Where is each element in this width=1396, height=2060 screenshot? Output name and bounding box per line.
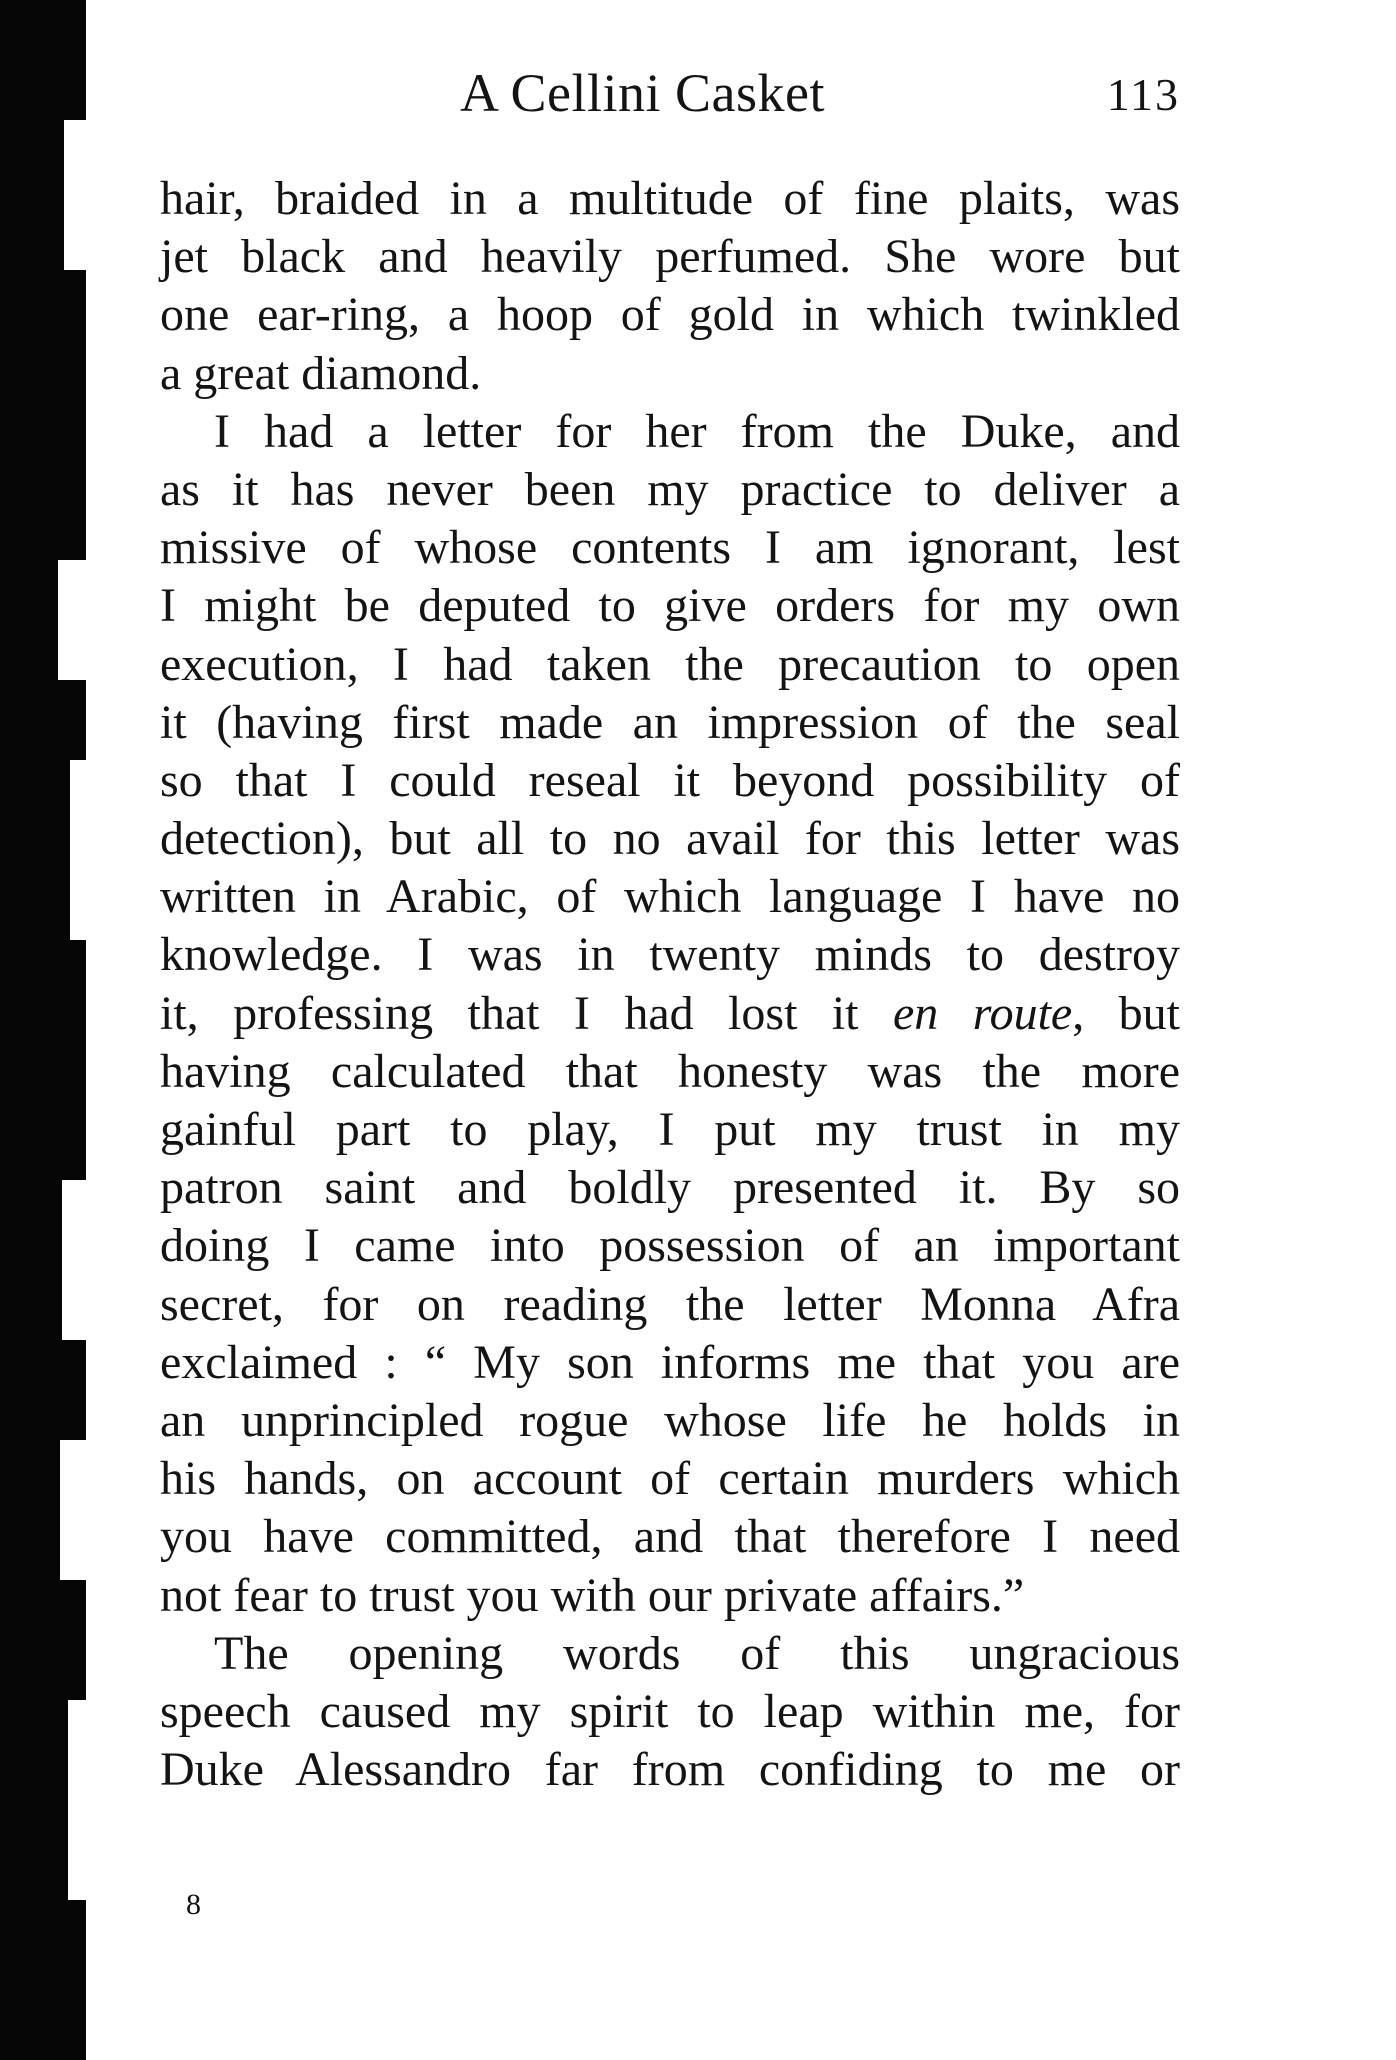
binding-notch — [64, 120, 86, 270]
text-line: Duke Alessandro far from confiding to me or — [160, 1743, 1180, 1797]
text-line: patron saint and boldly presented it. By so — [160, 1161, 1180, 1215]
text-line: secret, for on reading the letter Monna Afra — [160, 1277, 1180, 1331]
text-line: The opening words of this ungracious — [214, 1626, 1180, 1680]
text-line: one ear-ring, a hoop of gold in which twinkled — [160, 288, 1180, 342]
text-line: missive of whose contents I am ignorant, lest — [160, 521, 1180, 575]
text-line: detection), but all to no avail for this letter was — [160, 812, 1180, 866]
text-line: speech caused my spirit to leap within me, for — [160, 1684, 1180, 1738]
binding-notch — [60, 1440, 86, 1580]
text-line: knowledge. I was in twenty minds to destroy — [160, 928, 1180, 982]
binding-notch — [62, 1180, 86, 1340]
text-segment: it, professing that I had lost it — [160, 986, 893, 1040]
text-line: doing I came into possession of an important — [160, 1219, 1180, 1273]
text-line: an unprincipled rogue whose life he holds in — [160, 1393, 1180, 1447]
binding-notch — [68, 1700, 86, 1900]
text-segment: , but — [1072, 986, 1181, 1040]
text-line: a great diamond. — [160, 346, 482, 400]
italic-phrase: en route — [892, 986, 1073, 1040]
text-line: gainful part to play, I put my trust in my — [160, 1103, 1180, 1156]
binding-notch — [70, 760, 86, 940]
signature-mark: 8 — [186, 1888, 201, 1921]
text-line: as it has never been my practice to deliver a — [160, 462, 1180, 516]
text-line: you have committed, and that therefore I need — [160, 1510, 1180, 1564]
text-line: I had a letter for her from the Duke, and — [214, 404, 1180, 458]
text-line: hair, braided in a multitude of fine plaits, was — [160, 172, 1180, 225]
text-line: so that I could reseal it beyond possibility of — [160, 753, 1180, 807]
text-line: having calculated that honesty was the more — [160, 1044, 1180, 1098]
text-line: written in Arabic, of which language I have no — [160, 870, 1180, 924]
running-title: A Cellini Casket — [460, 63, 825, 123]
text-line: execution, I had taken the precaution to open — [160, 637, 1180, 691]
page-header — [160, 62, 1180, 132]
text-line: not fear to trust you with our private affairs.” — [160, 1568, 1025, 1622]
text-line: jet black and heavily perfumed. She wore but — [160, 230, 1180, 284]
text-line: exclaimed : “ My son informs me that you are — [160, 1335, 1180, 1389]
binding-notch — [58, 560, 86, 680]
page-number: 113 — [1106, 69, 1180, 120]
text-line: I might be deputed to give orders for my own — [160, 579, 1180, 633]
text-line: it (having first made an impression of the seal — [160, 695, 1180, 749]
text-line: his hands, on account of certain murders which — [160, 1452, 1180, 1506]
text-line-with-italic — [160, 985, 1180, 1043]
body-text — [160, 170, 1180, 1799]
